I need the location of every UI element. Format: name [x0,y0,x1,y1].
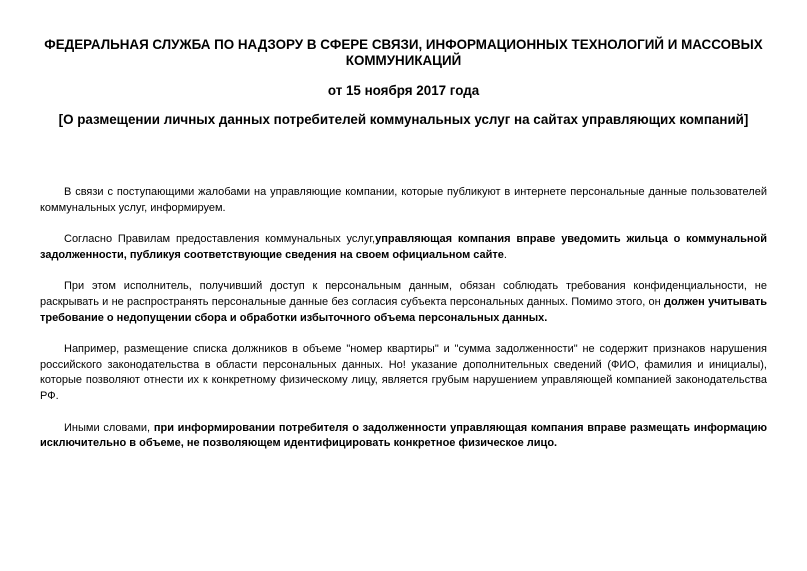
paragraph-5-text: Иными словами, [64,421,154,434]
paragraph-3-emphasis: должен учитывать требование о недопущении сбора и обработки избыточного объема персональных данных. [40,295,767,324]
paragraph-5-emphasis: при информировании потребителя о задолженности управляющая компания вправе размещать информацию исключительно в объеме, не позволяющем идентифицировать конкретное физическое лицо. [40,421,767,450]
paragraph-2 [40,232,767,263]
paragraph-3-text: При этом исполнитель, получивший доступ к персональным данным, обязан соблюдать требования конфиденциальности, не раскрывать и не распространять персональные данные без согласия субъекта персональных данных. Помимо этого, он [40,280,767,308]
paragraph-1-text: В связи с поступающими жалобами на управляющие компании, которые публикуют в интернете персональные данные пользователей коммунальных услуг, информируем. [40,186,767,214]
paragraph-3 [40,279,767,326]
document-body [40,185,767,468]
paragraph-2-text: Согласно Правилам предоставления коммунальных услуг, [64,233,376,246]
paragraph-4 [40,342,767,404]
document-subject: [О размещении личных данных потребителей коммунальных услуг на сайтах управляющих компаний] [58,112,749,127]
paragraph-2-end: . [503,248,507,261]
paragraph-2-emphasis: управляющая компания вправе уведомить жильца о коммунальной задолженности, публикуя соответствующие сведения на своем официальном сайте [40,233,768,261]
agency-title: ФЕДЕРАЛЬНАЯ СЛУЖБА ПО НАДЗОРУ В СФЕРЕ СВЯЗИ, ИНФОРМАЦИОННЫХ ТЕХНОЛОГИЙ И МАССОВЫХ КОММУНИКАЦИЙ [44,37,763,68]
document-date: от 15 ноября 2017 года [327,83,480,98]
paragraph-1 [40,185,767,216]
paragraph-5 [40,421,767,452]
paragraph-4-text: Например, размещение списка должников в объеме "номер квартиры" и "сумма задолженности" не содержит признаков нарушения российского законодательства в области персональных данных. Но! указание дополнительных сведений (ФИО, фамилия и инициалы), которые позволяют отнести их к конкретному физическому лицу, является грубым нарушением управляющей компанией законодательства РФ. [40,343,767,402]
